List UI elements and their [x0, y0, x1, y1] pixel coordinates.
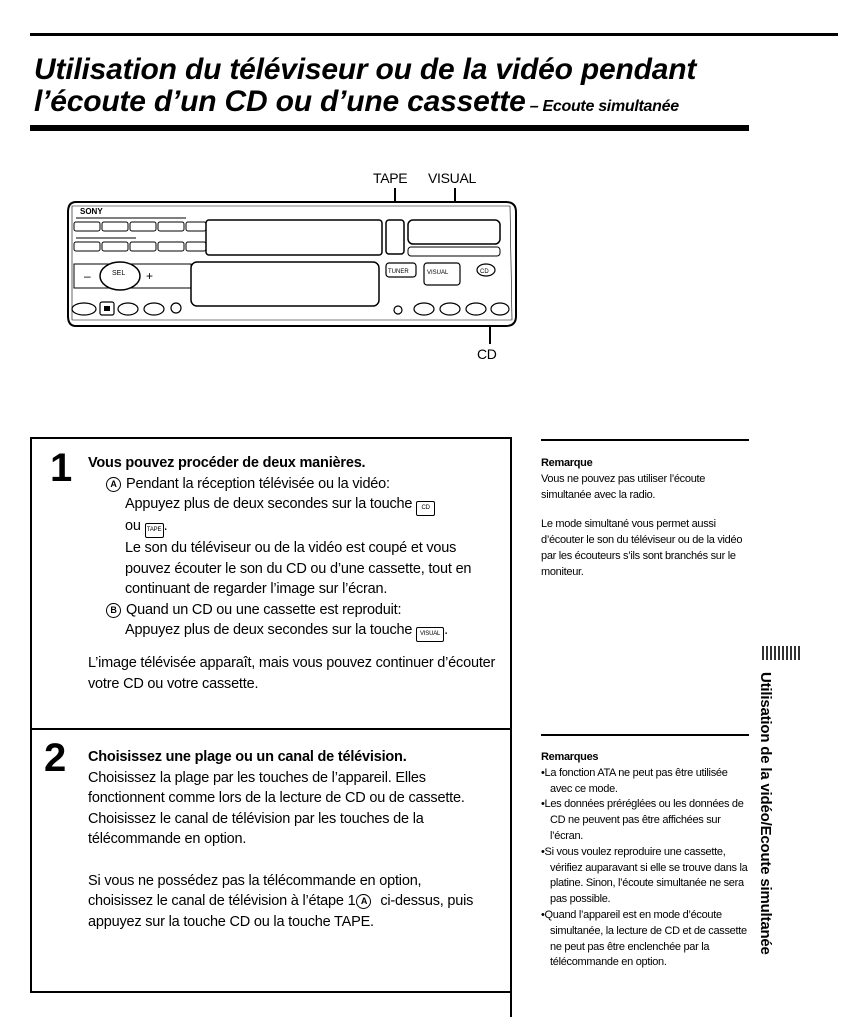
title-line2	[34, 86, 824, 123]
step-2-p3: Si vous ne possédez pas la télécommande en option, choisissez le canal de télévision à l’étape 1 A ci-dessus, puis appuyez sur la touche CD ou la touche TAPE.	[88, 872, 474, 930]
step-2-number: 2	[44, 736, 67, 780]
step-2-content	[88, 747, 488, 932]
title-line2-main: l’écoute d’un CD ou d’une cassette	[34, 85, 526, 118]
sidebar-2	[541, 750, 751, 971]
side-tab-text: Utilisation de la vidéo/Ecoute simultanée	[757, 672, 774, 955]
sidebar-2-item: •Quand l’appareil est en mode d’écoute simultanée, la lecture de CD et de cassette ne peut pas être enclenchée par la télécommande en option.	[541, 908, 747, 969]
sidebar-2-item: •Les données préréglées ou les données de CD ne peuvent pas être affichées sur l’écran.	[541, 798, 744, 842]
marker-a: A	[106, 477, 121, 492]
label-visual: VISUAL	[428, 170, 476, 186]
sidebar-1-rule	[541, 439, 749, 441]
title-line1: Utilisation du téléviseur ou de la vidéo pendant	[34, 53, 697, 86]
brand-logo: SONY	[80, 207, 103, 216]
title-rule	[30, 125, 749, 131]
visual-key: VISUAL	[427, 270, 449, 276]
step-divider	[32, 728, 510, 730]
sidebar-1-heading: Remarque	[541, 457, 593, 469]
tuner-key: TUNER	[388, 269, 409, 275]
step-1-result: L’image télévisée apparaît, mais vous pouvez continuer d’écouter votre CD ou votre cassette.	[88, 655, 496, 692]
step-1-b-line: Appuyez plus de deux secondes sur la touche VISUAL .	[88, 620, 503, 642]
step-1-a-desc: Le son du téléviseur ou de la vidéo est coupé et vous pouvez écouter le son du CD ou d’une cassette, tout en continuant de regarder l’image sur l’écran.	[125, 540, 472, 597]
visual-key-icon: VISUAL	[416, 627, 444, 642]
step-1-number: 1	[50, 446, 73, 490]
step-1-b-head: B Quand un CD ou une cassette est reproduit:	[88, 600, 503, 621]
sidebar-2-item: •Si vous voulez reproduire une cassette, vérifiez auparavant si elle se trouve dans la platine. Sinon, l’écoute simultanée ne sera pas possible.	[541, 845, 748, 906]
sidebar-2-heading: Remarques	[541, 751, 599, 763]
side-tab-mark	[762, 646, 800, 660]
step-2-p1: Choisissez la plage par les touches de l’appareil. Elles fonctionnent comme lors de la lecture de CD ou de cassette.	[88, 769, 465, 806]
sidebar-1-p2: Le mode simultané vous permet aussi d’écouter le son du téléviseur ou de la vidéo par les écouteurs s’ils sont branchés sur le moniteur.	[541, 518, 743, 578]
cd-key-icon: CD	[416, 501, 435, 516]
step-2-heading: Choisissez une plage ou un canal de télévision.	[88, 749, 407, 765]
title-subtitle: – Ecoute simultanée	[525, 98, 679, 115]
page-title	[34, 54, 824, 123]
step-1-a-head: A Pendant la réception télévisée ou la vidéo:	[88, 474, 503, 495]
step-2-p2: Choisissez le canal de télévision par les touches de la télécommande en option.	[88, 810, 424, 847]
step-1-a-line: Appuyez plus de deux secondes sur la touche CD	[88, 494, 503, 516]
side-tab	[757, 672, 784, 992]
step-1-heading: Vous pouvez procéder de deux manières.	[88, 455, 366, 471]
svg-text:–: –	[84, 269, 91, 283]
label-cd: CD	[477, 346, 497, 362]
step-1-content	[88, 453, 503, 694]
sel-label: SEL	[112, 270, 126, 277]
marker-a-ref: A	[356, 894, 371, 909]
svg-text:+: +	[146, 269, 154, 283]
sidebar-1	[541, 456, 751, 581]
sidebar-2-item: •La fonction ATA ne peut pas être utilisée avec ce mode.	[541, 766, 728, 795]
sidebar-1-p1: Vous ne pouvez pas utiliser l’écoute simultanée avec la radio.	[541, 472, 706, 501]
top-rule	[30, 33, 838, 36]
sidebar-2-rule	[541, 734, 749, 736]
step-1-a-or: ou TAPE .	[88, 516, 503, 538]
tape-key-icon: TAPE	[145, 523, 164, 538]
marker-b: B	[106, 603, 121, 618]
label-tape: TAPE	[373, 170, 408, 186]
car-stereo-illustration	[66, 198, 518, 328]
cd-key: CD	[480, 269, 489, 275]
instruction-box-right-border	[510, 437, 512, 1017]
